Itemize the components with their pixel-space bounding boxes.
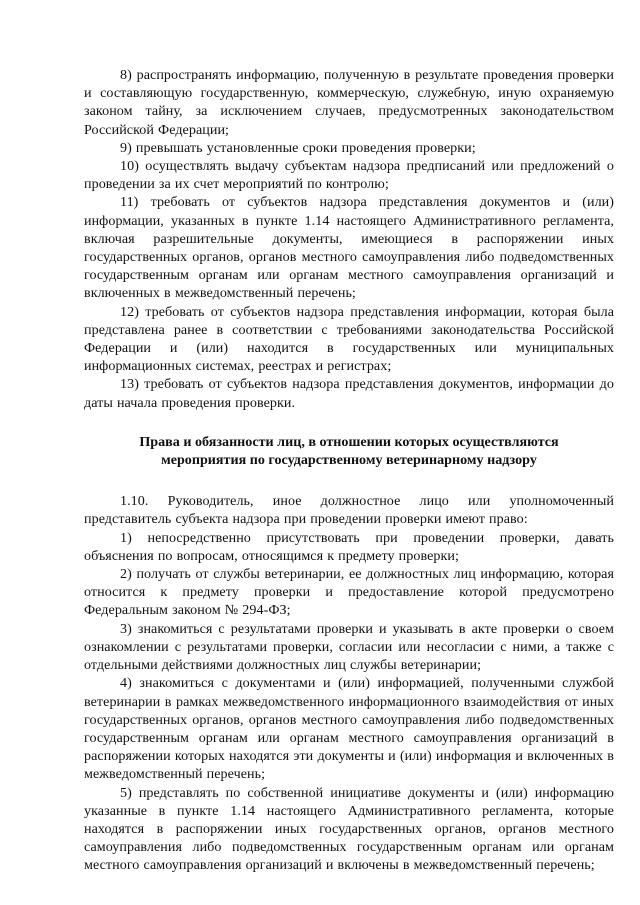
right-4: 4) знакомиться с документами и (или) информацией, полученными службой ветеринарии в рамках межведомственного информационного взаимодействия от иных государственных органов, органов местного самоуправления либо подведомственных государственным органам или органам местного самоуправления организаций в распоряжении которых находятся эти документы и (или) информация и включенных в межведомственный перечень; <box>84 675 614 783</box>
right-5: 5) представлять по собственной инициативе документы и (или) информацию указанные в пункте 1.14 настоящего Административного регламента, которые находятся в распоряжении иных государственных органов, органов местного самоуправления либо подведомственных государственным органам или органам местного самоуправления организаций и включены в межведомственный перечень; <box>84 784 614 874</box>
item-11: 11) требовать от субъектов надзора представления документов и (или) информации, указанных в пункте 1.14 настоящего Административного регламента, включая разрешительные документы, имеющиеся в распоряжении иных государственных органов, органов местного самоуправления либо подведомственных государственным органам или органам местного самоуправления организаций и включенных в межведомственный перечень; <box>84 194 614 302</box>
item-9: 9) превышать установленные сроки проведения проверки; <box>120 139 476 156</box>
right-1: 1) непосредственно присутствовать при проведении проверки, давать объяснения по вопросам, относящимся к предмету проверки; <box>84 529 614 564</box>
item-8: 8) распространять информацию, полученную в результате проведения проверки и составляющую государственную, коммерческую, служебную, иную охраняемую законом тайну, за исключением случаев, предусмотренных законодательством Российской Федерации; <box>84 67 614 138</box>
item-13: 13) требовать от субъектов надзора представления документов, информации до даты начала проведения проверки. <box>84 376 614 411</box>
item-10: 10) осуществлять выдачу субъектам надзора предписаний или предложений о проведении за их счет мероприятий по контролю; <box>84 158 614 193</box>
right-2: 2) получать от службы ветеринарии, ее должностных лиц информацию, которая относится к предмету проверки и предоставление которой предусмотрено Федеральным законом № 294-ФЗ; <box>84 566 614 619</box>
section-heading <box>84 433 614 469</box>
clause-1-10-intro: 1.10. Руководитель, иное должностное лицо или уполномоченный представитель субъекта надзора при проведении проверки имеют право: <box>84 493 614 528</box>
right-3: 3) знакомиться с результатами проверки и указывать в акте проверки о своем ознакомлении с результатами проверки, согласии или несогласии с ними, а также с отдельными действиями должностных лиц службы ветеринарии; <box>84 620 614 674</box>
document-page <box>84 66 614 875</box>
item-12: 12) требовать от субъектов надзора представления информации, которая была представлена ранее в соответствии с требованиями законодательства Российской Федерации и (или) находится в государственных или муниципальных информационных системах, реестрах и регистрах; <box>84 303 614 375</box>
section-heading-line-2: мероприятия по государственному ветеринарному надзору <box>161 452 537 469</box>
section-heading-line-1: Права и обязанности лиц, в отношении которых осуществляются <box>139 433 559 450</box>
